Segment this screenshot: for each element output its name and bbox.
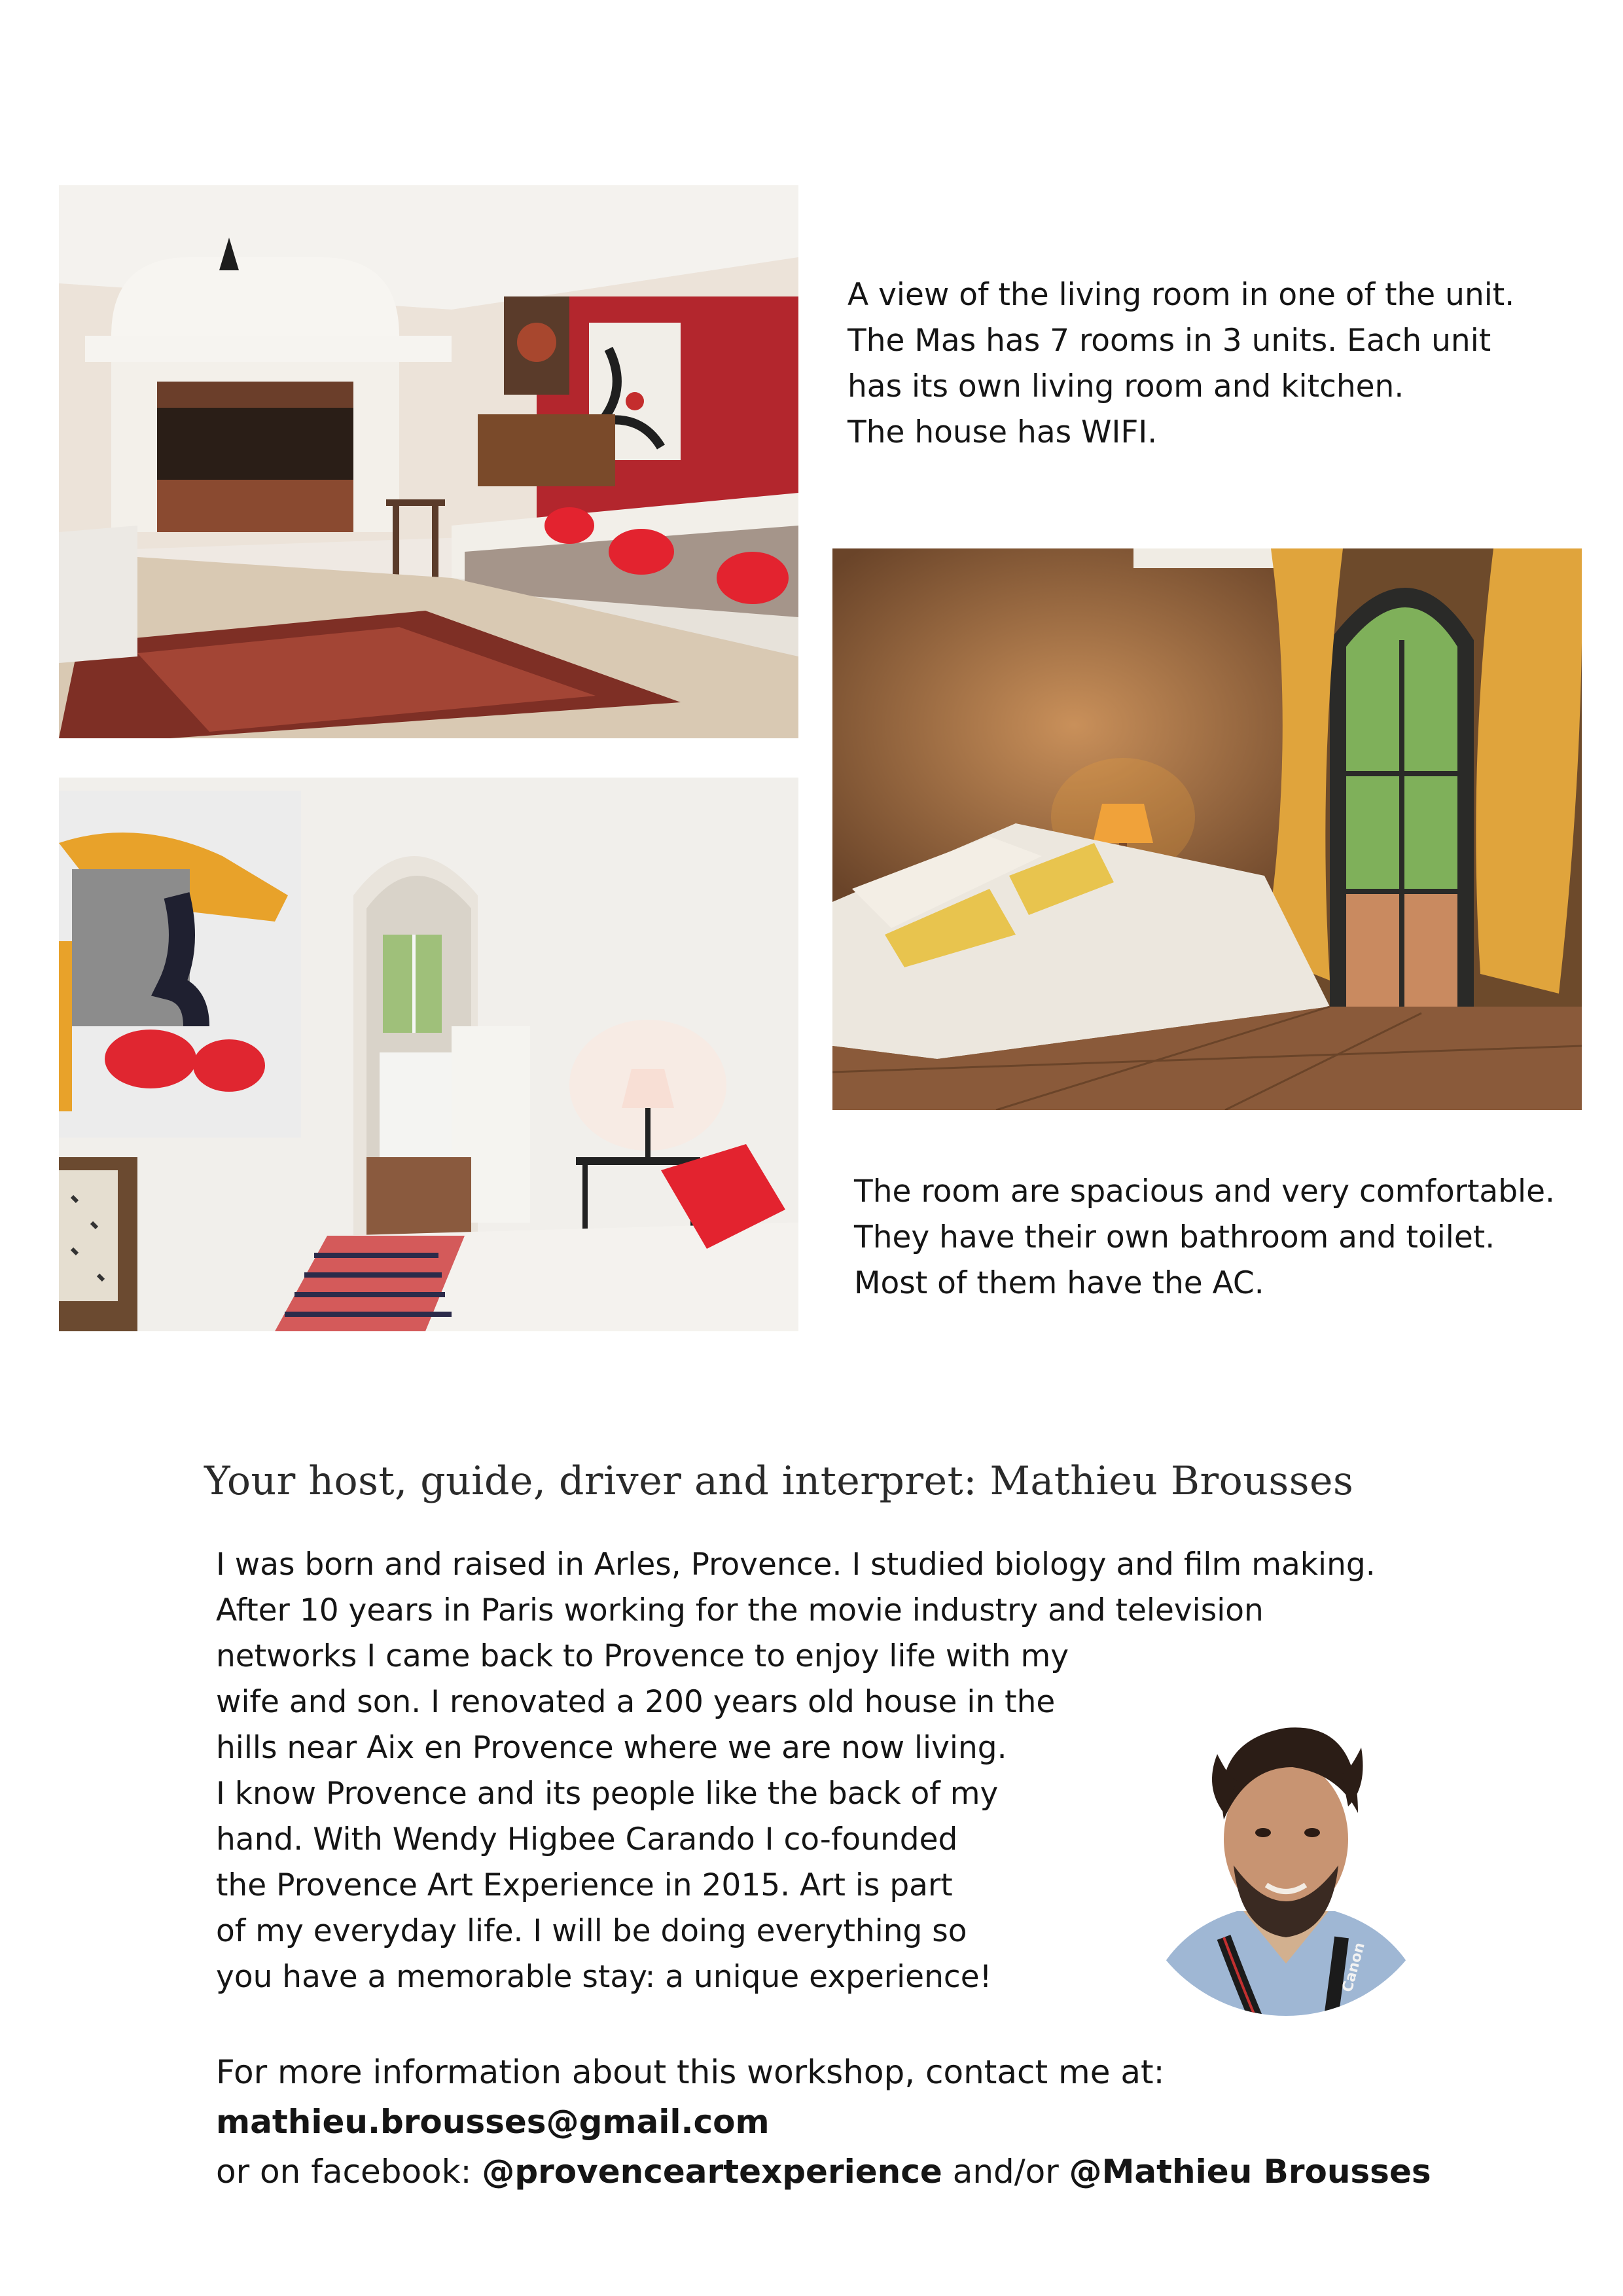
bedroom-window-illustration (832, 548, 1582, 1110)
caption-line: Most of them have the AC. (854, 1265, 1264, 1301)
living-room-illustration (59, 185, 798, 738)
host-portrait (1126, 1689, 1440, 2036)
caption-line: has its own living room and kitchen. (847, 368, 1404, 404)
caption-line: The house has WIFI. (847, 414, 1158, 450)
bio-line: hand. With Wendy Higbee Carando I co-founded (216, 1821, 958, 1857)
bedroom-painting-photo (59, 778, 798, 1331)
bedroom-window-photo (832, 548, 1582, 1110)
host-section-title: Your host, guide, driver and interpret: Mathieu Brousses (204, 1458, 1354, 1504)
bio-line: After 10 years in Paris working for the movie industry and television (216, 1592, 1264, 1628)
caption-line: They have their own bathroom and toilet. (854, 1219, 1495, 1255)
facebook-prefix: or on facebook: (216, 2153, 482, 2191)
living-room-photo (59, 185, 798, 738)
camera-strap-brand: Canon (1339, 1941, 1368, 1994)
facebook-page-link[interactable] (482, 2153, 942, 2191)
bio-line: wife and son. I renovated a 200 years old house in the (216, 1684, 1056, 1720)
facebook-connector: and/or (942, 2153, 1069, 2191)
contact-intro: For more information about this workshop, contact me at: (216, 2053, 1165, 2091)
host-portrait-illustration (1126, 1689, 1440, 2036)
facebook-page-handle: @provenceartexperience (482, 2153, 942, 2191)
living-room-caption (847, 272, 1514, 456)
bio-line: you have a memorable stay: a unique experience! (216, 1959, 992, 1995)
bio-line: hills near Aix en Provence where we are now living. (216, 1730, 1007, 1766)
bio-line: networks I came back to Provence to enjoy life with my (216, 1638, 1069, 1674)
email-address: mathieu.brousses@gmail.com (216, 2103, 770, 2141)
email-link[interactable] (216, 2103, 770, 2141)
rooms-caption (854, 1169, 1555, 1306)
bio-line: of my everyday life. I will be doing everything so (216, 1913, 967, 1949)
bio-line: I know Provence and its people like the back of my (216, 1776, 999, 1812)
bio-line: the Provence Art Experience in 2015. Art is part (216, 1867, 953, 1903)
bedroom-painting-illustration (59, 778, 798, 1331)
caption-line: The Mas has 7 rooms in 3 units. Each unit (847, 323, 1491, 359)
caption-line: The room are spacious and very comfortable. (854, 1174, 1555, 1210)
facebook-line (216, 2147, 1431, 2197)
bio-line: I was born and raised in Arles, Provence. I studied biology and film making. (216, 1547, 1376, 1583)
facebook-person-handle: @Mathieu Brousses (1069, 2153, 1431, 2191)
contact-section (216, 2047, 1431, 2197)
facebook-person-link[interactable] (1069, 2153, 1431, 2191)
caption-line: A view of the living room in one of the unit. (847, 277, 1515, 313)
